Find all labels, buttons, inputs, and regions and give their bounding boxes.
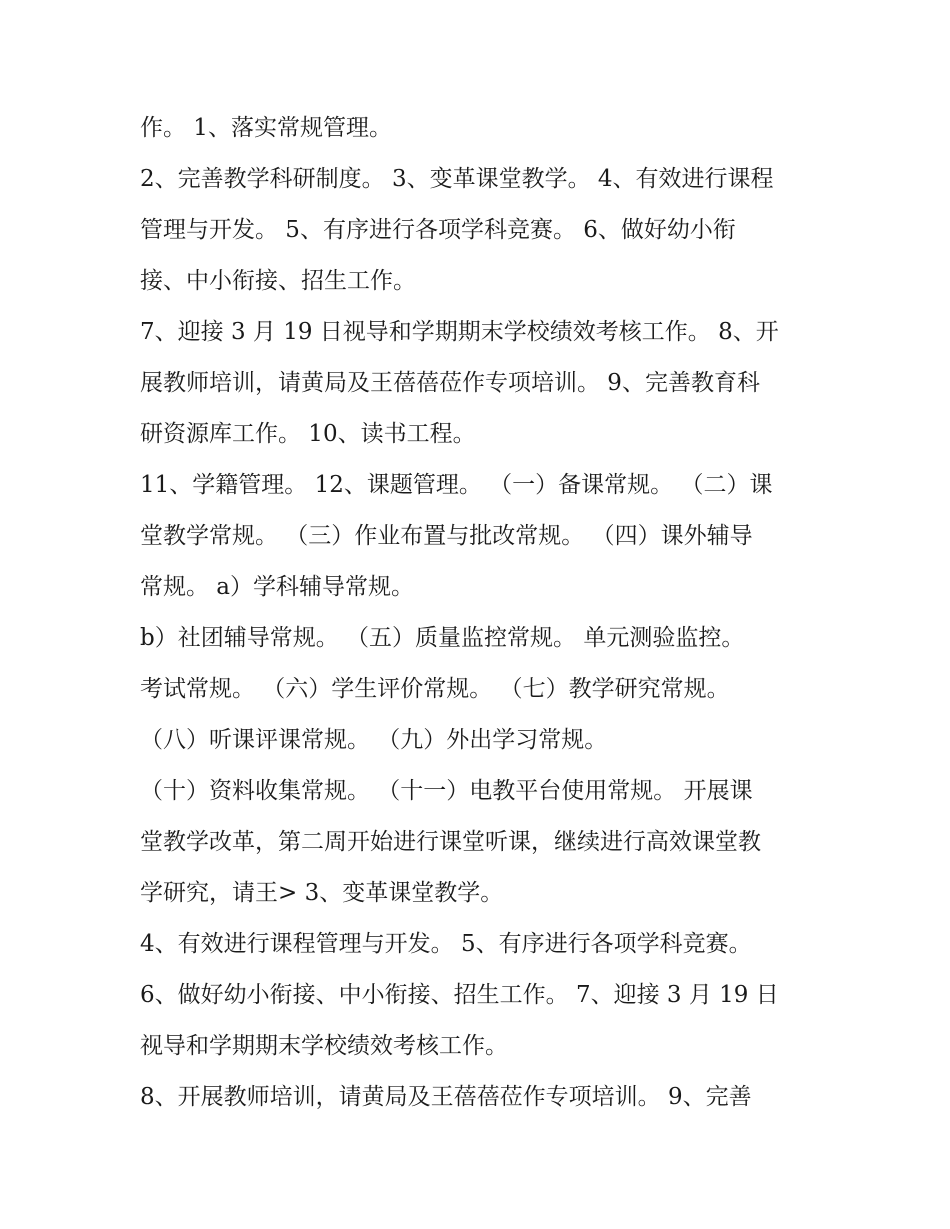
text-line: 接、中小衔接、招生工作。 — [140, 268, 416, 294]
text-line: 作。 1、落实常规管理。 — [140, 115, 392, 141]
text-line: 堂教学常规。 （三）作业布置与批改常规。 （四）课外辅导 — [140, 523, 753, 549]
text-line: 视导和学期期末学校绩效考核工作。 — [140, 1033, 508, 1059]
text-line: （十）资料收集常规。 （十一）电教平台使用常规。 开展课 — [140, 778, 753, 804]
text-line: 8、开展教师培训，请黄局及王蓓蓓莅作专项培训。 9、完善 — [140, 1084, 752, 1110]
text-line: b）社团辅导常规。 （五）质量监控常规。 单元测验监控。 — [140, 625, 745, 651]
text-line: 考试常规。 （六）学生评价常规。 （七）教学研究常规。 — [140, 676, 730, 702]
text-line: 研资源库工作。 10、读书工程。 — [140, 421, 476, 447]
text-line: 2、完善教学科研制度。 3、变革课堂教学。 4、有效进行课程 — [140, 166, 774, 192]
text-line: 11、学籍管理。 12、课题管理。 （一）备课常规。 （二）课 — [140, 472, 773, 498]
text-line: 7、迎接 3 月 19 日视导和学期期末学校绩效考核工作。 8、开 — [140, 319, 779, 345]
text-line: 管理与开发。 5、有序进行各项学科竞赛。 6、做好幼小衔 — [140, 217, 736, 243]
text-line: 4、有效进行课程管理与开发。 5、有序进行各项学科竞赛。 — [140, 931, 752, 957]
text-line: （八）听课评课常规。 （九）外出学习常规。 — [140, 727, 608, 753]
text-line: 6、做好幼小衔接、中小衔接、招生工作。 7、迎接 3 月 19 日 — [140, 982, 779, 1008]
text-line: 学研究，请王> 3、变革课堂教学。 — [140, 880, 504, 906]
text-line: 常规。 a）学科辅导常规。 — [140, 574, 415, 600]
document-body — [140, 103, 820, 1123]
text-line: 堂教学改革，第二周开始进行课堂听课，继续进行高效课堂教 — [140, 829, 761, 855]
text-line: 展教师培训，请黄局及王蓓蓓莅作专项培训。 9、完善教育科 — [140, 370, 760, 396]
